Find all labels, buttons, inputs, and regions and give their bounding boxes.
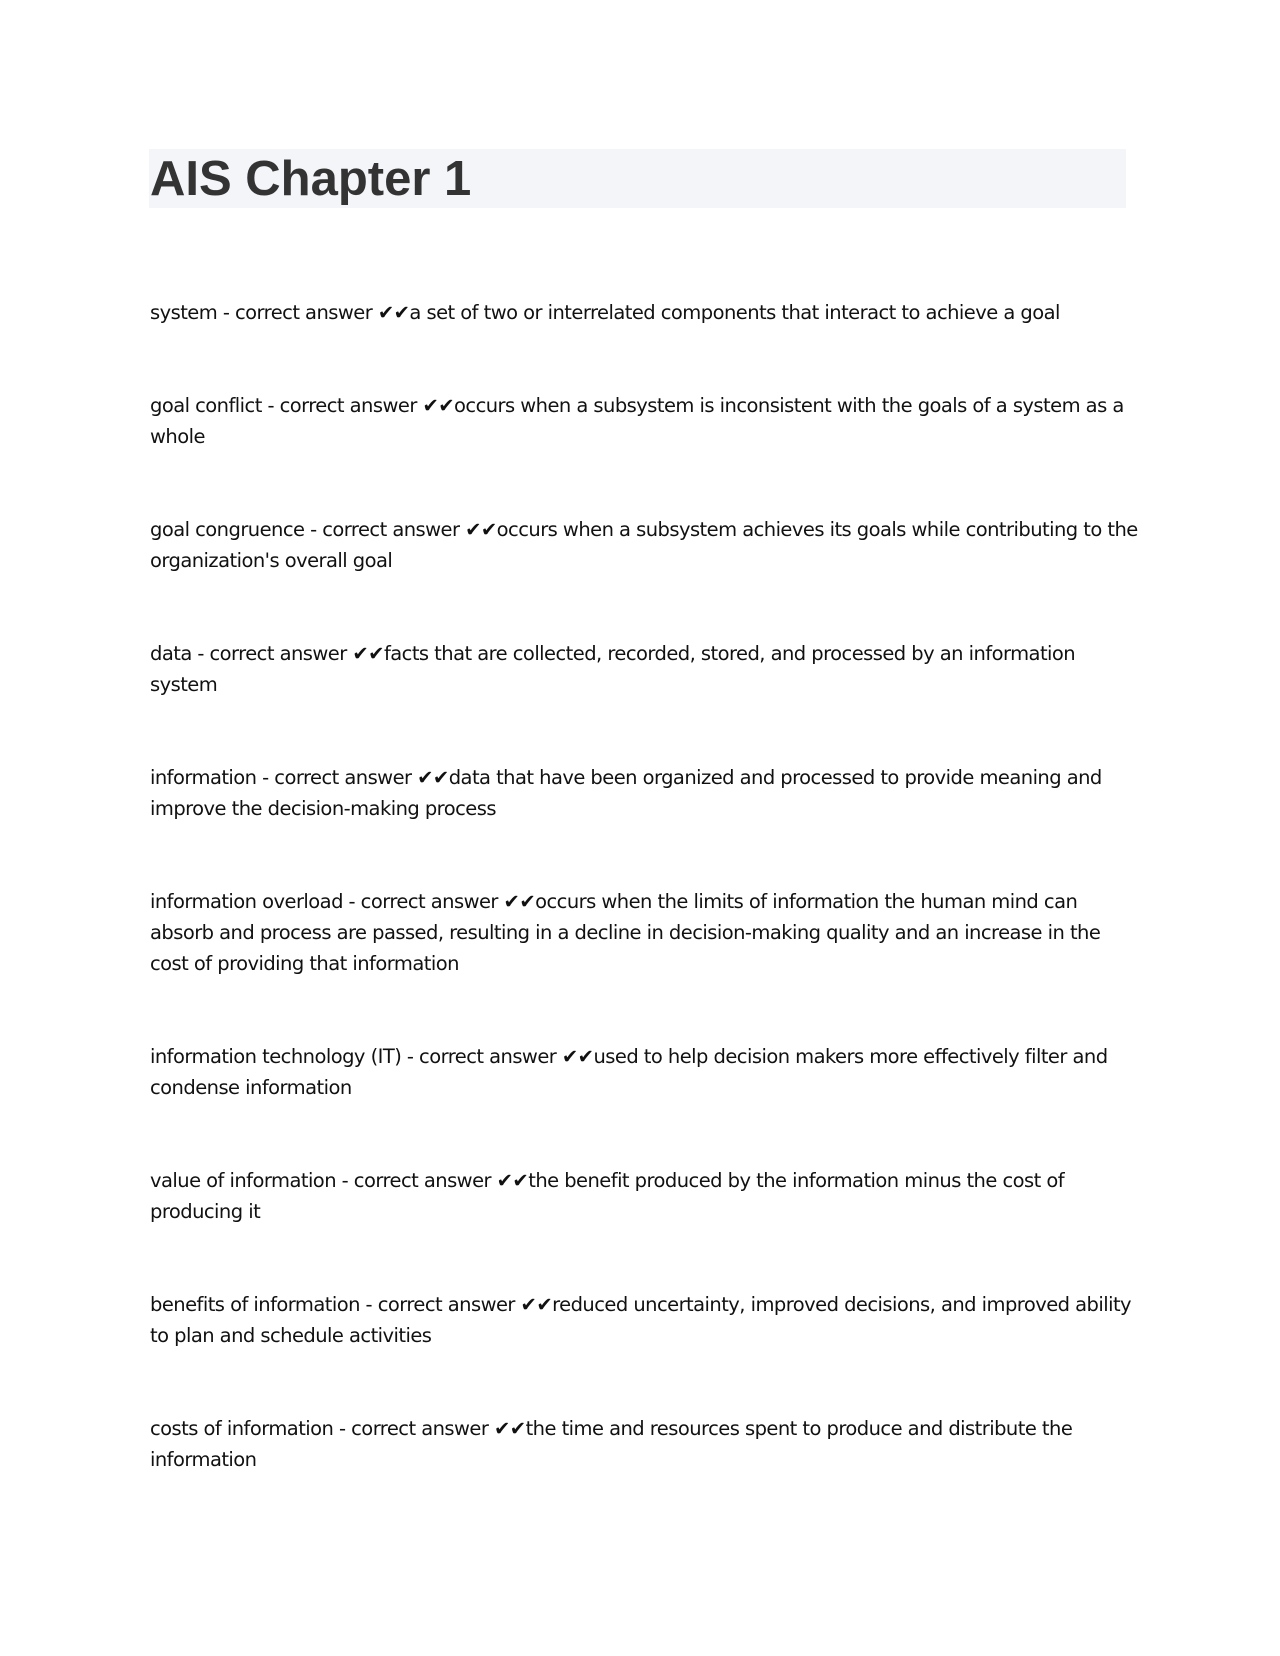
entry-costs-of-information: costs of information - correct answer ✔✔the time and resources spent to produce and distribute the information xyxy=(150,1417,1073,1471)
entry-value-of-information: value of information - correct answer ✔✔the benefit produced by the information minus the cost of producing it xyxy=(150,1169,1065,1223)
entry-data: data - correct answer ✔✔facts that are collected, recorded, stored, and processed by an information system xyxy=(150,642,1076,696)
entry-system: system - correct answer ✔✔a set of two or interrelated components that interact to achieve a goal xyxy=(150,301,1060,324)
entry-information-overload: information overload - correct answer ✔✔occurs when the limits of information the human mind can absorb and process are passed, resulting in a decline in decision-making quality and an increase in the cost of providing that information xyxy=(150,890,1101,975)
entry-information-technology: information technology (IT) - correct answer ✔✔used to help decision makers more effectively filter and condense information xyxy=(150,1045,1108,1099)
entry-goal-conflict: goal conflict - correct answer ✔✔occurs when a subsystem is inconsistent with the goals of a system as a whole xyxy=(150,394,1124,448)
entry-benefits-of-information: benefits of information - correct answer ✔✔reduced uncertainty, improved decisions, and improved ability to plan and schedule activities xyxy=(150,1293,1132,1347)
entry-information: information - correct answer ✔✔data that have been organized and processed to provide meaning and improve the decision-making process xyxy=(150,766,1102,820)
entry-goal-congruence: goal congruence - correct answer ✔✔occurs when a subsystem achieves its goals while contributing to the organization's overall goal xyxy=(150,518,1138,572)
flashcard-list xyxy=(150,297,1140,1475)
page-title: AIS Chapter 1 xyxy=(150,152,472,206)
